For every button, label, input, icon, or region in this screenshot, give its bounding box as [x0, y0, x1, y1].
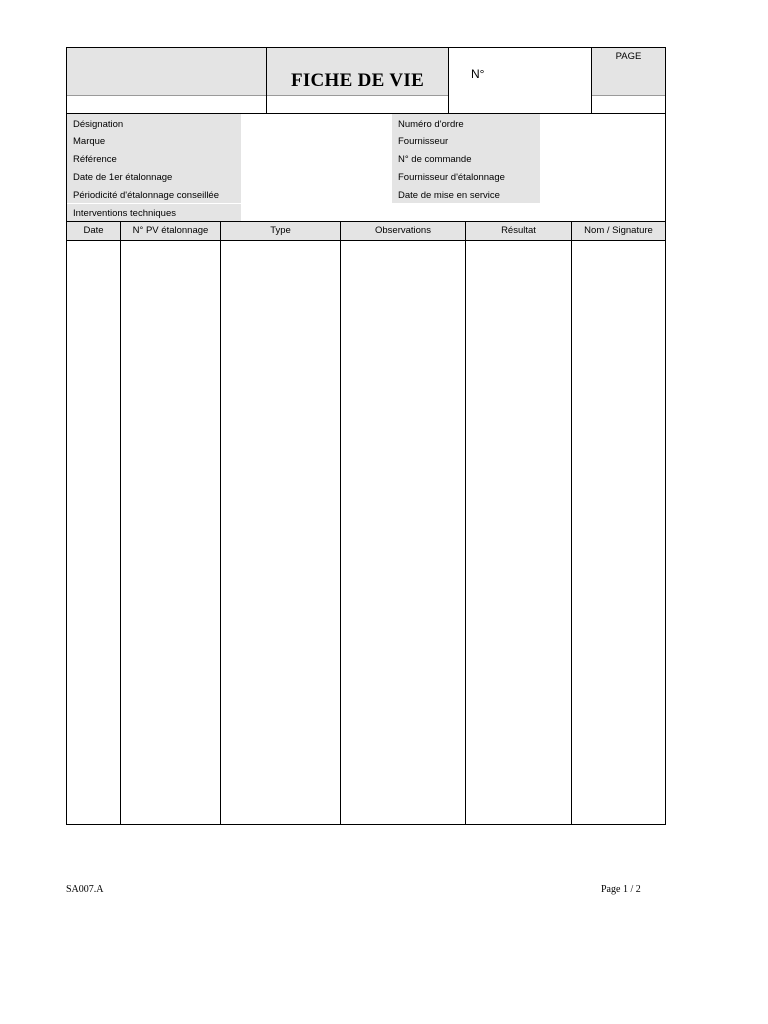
field-marque-label: Marque	[73, 136, 106, 147]
column-header-nom-signature: Nom / Signature	[584, 225, 653, 236]
field-numero-ordre-label: Numéro d'ordre	[398, 119, 464, 130]
column-header-pv-etalonnage: N° PV étalonnage	[132, 225, 209, 236]
table-cell-type[interactable]	[221, 241, 340, 824]
table-cell-observations[interactable]	[341, 241, 465, 824]
table-cell-date[interactable]	[67, 241, 120, 824]
header-title-subrow	[267, 96, 448, 113]
document-number-label: N°	[471, 67, 485, 81]
field-mise-en-service-label: Date de mise en service	[398, 190, 500, 201]
page-label: PAGE	[615, 51, 642, 62]
column-header-observations: Observations	[375, 225, 431, 236]
document-title: FICHE DE VIE	[290, 70, 425, 91]
header-logo-area	[67, 48, 266, 95]
field-fournisseur-label: Fournisseur	[398, 136, 449, 147]
table-cell-nom-signature[interactable]	[572, 241, 665, 824]
column-header-type: Type	[270, 225, 291, 236]
table-cell-resultat[interactable]	[466, 241, 571, 824]
field-reference-label: Référence	[73, 154, 117, 165]
field-periodicite-label: Périodicité d'étalonnage conseillée	[73, 190, 219, 201]
field-date-etalonnage-label: Date de 1er étalonnage	[73, 172, 173, 183]
field-designation-label: Désignation	[73, 119, 124, 130]
column-header-date: Date	[83, 225, 104, 236]
footer-page-number: Page 1 / 2	[601, 884, 641, 895]
table-cell-pv-etalonnage[interactable]	[121, 241, 220, 824]
header-logo-subrow	[67, 96, 266, 113]
column-header-resultat: Résultat	[501, 225, 536, 236]
field-fournisseur-etalonnage-label: Fournisseur d'étalonnage	[398, 172, 505, 183]
field-commande-label: N° de commande	[398, 154, 472, 165]
field-interventions-label: Interventions techniques	[73, 208, 176, 219]
footer-document-code: SA007.A	[66, 884, 104, 895]
